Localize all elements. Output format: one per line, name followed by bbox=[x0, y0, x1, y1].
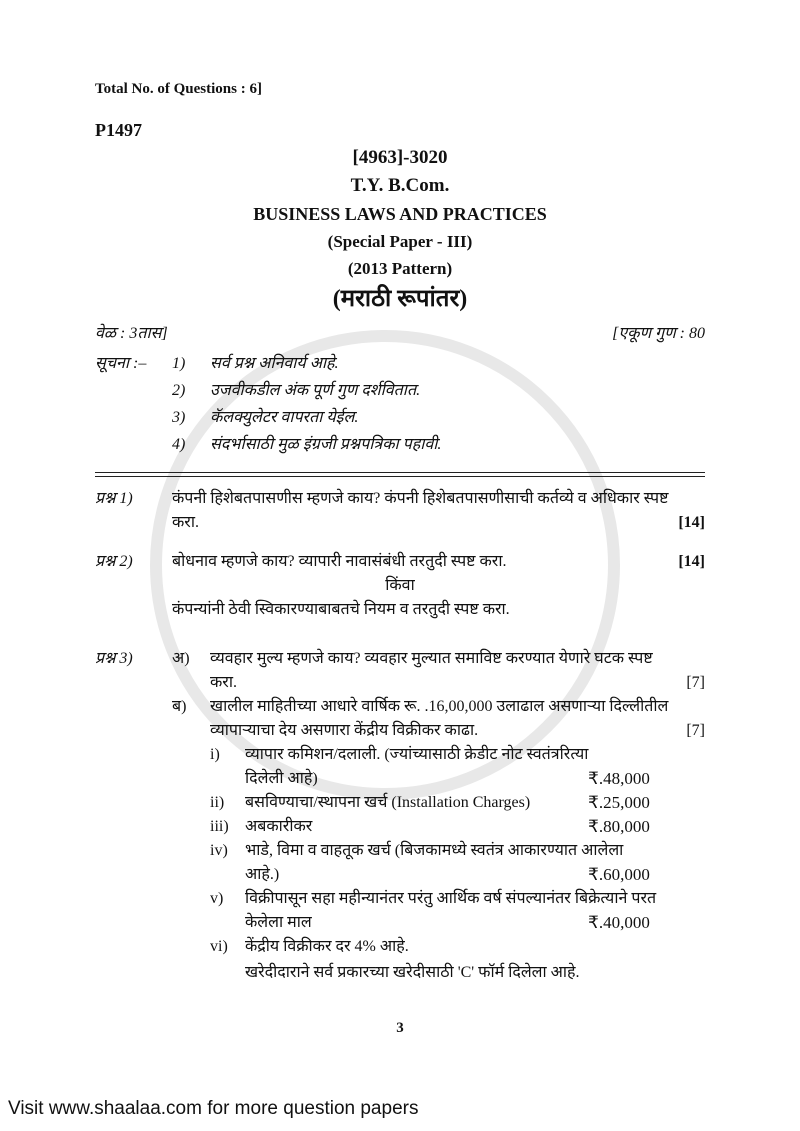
item-body bbox=[245, 839, 705, 887]
meta-row bbox=[95, 322, 705, 346]
course: T.Y. B.Com. bbox=[350, 175, 450, 196]
q3b-text: खालील माहितीच्या आधारे वार्षिक रू. .16,00,000 उलाढाल असणाऱ्या दिल्लीतील bbox=[210, 698, 669, 715]
item-text: दिलेली आहे) bbox=[245, 770, 318, 787]
q2-first-row bbox=[172, 550, 705, 574]
item-body bbox=[245, 791, 705, 815]
item-num: v) bbox=[210, 890, 224, 907]
q1-body bbox=[172, 487, 705, 535]
item-body bbox=[245, 887, 705, 935]
q3a-last-row bbox=[210, 671, 705, 695]
item bbox=[210, 791, 705, 815]
item-text: भाडे, विमा व वाहतूक खर्च (बिजकामध्ये स्वतंत्र आकारण्यात आलेला bbox=[245, 842, 624, 859]
instruction-text: सर्व प्रश्न अनिवार्य आहे. bbox=[210, 355, 339, 372]
q3b-body bbox=[210, 695, 705, 985]
item-text: विक्रीपासून सहा महीन्यानंतर परंतु आर्थिक वर्ष संपल्यानंतर बिक्रेत्याने परत bbox=[245, 890, 657, 907]
q3-body bbox=[172, 647, 705, 985]
q2-marks: [14] bbox=[678, 553, 705, 570]
instruction bbox=[95, 431, 705, 458]
q3a bbox=[172, 647, 705, 695]
question-3 bbox=[95, 647, 705, 985]
q3b-last-row bbox=[210, 719, 705, 743]
item-text: बसविण्याचा/स्थापना खर्च (Installation Charges) bbox=[245, 794, 531, 811]
item-last-row bbox=[245, 911, 705, 935]
instruction-text: उजवीकडील अंक पूर्ण गुण दर्शवितात. bbox=[210, 382, 421, 399]
instruction bbox=[95, 404, 705, 431]
q2-text: बोधनाव म्हणजे काय? व्यापारी नावासंबंधी तरतुदी स्पष्ट करा. bbox=[172, 553, 507, 570]
q1-text: कंपनी हिशेबतपासणीस म्हणजे काय? कंपनी हिशेबतपासणीसाची कर्तव्ये व अधिकार स्पष्ट bbox=[172, 490, 669, 507]
subject: BUSINESS LAWS AND PRACTICES bbox=[253, 204, 547, 224]
total-marks: [एकूण गुण : 80 bbox=[612, 325, 705, 342]
item-last-row bbox=[245, 767, 705, 791]
special-paper: (Special Paper - III) bbox=[327, 232, 473, 251]
instruction bbox=[95, 377, 705, 404]
instruction-text: कॅलक्युलेटर वापरता येईल. bbox=[210, 409, 359, 426]
item-num: ii) bbox=[210, 794, 225, 811]
item-body bbox=[245, 815, 705, 839]
item-body bbox=[245, 743, 705, 791]
q3a-marks: [7] bbox=[686, 674, 705, 691]
q3b-marks: [7] bbox=[686, 722, 705, 739]
exam-code: [4963]-3020 bbox=[352, 147, 448, 168]
item-num: vi) bbox=[210, 938, 228, 955]
time: वेळ : 3तास] bbox=[95, 325, 168, 342]
item-amount: ₹.80,000 bbox=[588, 817, 650, 836]
q1-label: प्रश्न 1) bbox=[95, 490, 133, 507]
paper-code: P1497 bbox=[95, 120, 142, 140]
q1-marks: [14] bbox=[678, 514, 705, 531]
instruction-text: संदर्भासाठी मुळ इंग्रजी प्रश्नपत्रिका पहावी. bbox=[210, 436, 442, 453]
q3b-note: खरेदीदाराने सर्व प्रकारच्या खरेदीसाठी 'C' फॉर्म दिलेला आहे. bbox=[245, 964, 580, 981]
item-text: अबकारीकर bbox=[245, 818, 313, 835]
instruction-num: 1) bbox=[172, 355, 186, 372]
q2-body bbox=[172, 550, 705, 622]
instruction-num: 2) bbox=[172, 382, 186, 399]
footer-link[interactable]: Visit www.shaalaa.com for more question papers bbox=[8, 1098, 419, 1119]
pattern: (2013 Pattern) bbox=[347, 259, 453, 278]
q1-last-row bbox=[172, 511, 705, 535]
divider bbox=[95, 472, 705, 477]
item bbox=[210, 743, 705, 791]
item-last-row bbox=[245, 863, 705, 887]
item-text: आहे.) bbox=[245, 866, 280, 883]
item-num: iii) bbox=[210, 818, 229, 835]
item-amount: ₹.25,000 bbox=[588, 793, 650, 812]
total-questions: Total No. of Questions : 6] bbox=[95, 81, 262, 97]
question-1 bbox=[95, 487, 705, 535]
q3a-text: करा. bbox=[210, 674, 237, 691]
question-2 bbox=[95, 550, 705, 622]
item-amount: ₹.40,000 bbox=[588, 913, 650, 932]
q3a-num: अ) bbox=[172, 650, 190, 667]
q2-or: किंवा bbox=[385, 577, 415, 594]
item bbox=[210, 815, 705, 839]
q3-label: प्रश्न 3) bbox=[95, 650, 133, 667]
item bbox=[210, 935, 705, 959]
q1-text: करा. bbox=[172, 514, 199, 531]
item-amount: ₹.48,000 bbox=[588, 769, 650, 788]
q3a-text: व्यवहार मुल्य म्हणजे काय? व्यवहार मुल्यात समाविष्ट करण्यात येणारे घटक स्पष्ट bbox=[210, 650, 653, 667]
instruction-num: 3) bbox=[172, 409, 186, 426]
q3b-num: ब) bbox=[172, 698, 187, 715]
instruction-num: 4) bbox=[172, 436, 186, 453]
item bbox=[210, 839, 705, 887]
q2-alt-text: कंपन्यांनी ठेवी स्विकारण्याबाबतचे नियम व तरतुदी स्पष्ट करा. bbox=[172, 601, 510, 618]
item-num: i) bbox=[210, 746, 220, 763]
page-number: 3 bbox=[396, 1020, 404, 1036]
item-text: व्यापार कमिशन/दलाली. (ज्यांच्यासाठी क्रेडीट नोट स्वतंत्ररित्या bbox=[245, 746, 589, 763]
item-amount: ₹.60,000 bbox=[588, 865, 650, 884]
q3b bbox=[172, 695, 705, 985]
version: (मराठी रूपांतर) bbox=[332, 286, 468, 312]
item-num: iv) bbox=[210, 842, 228, 859]
q2-label: प्रश्न 2) bbox=[95, 553, 133, 570]
item-text: केंद्रीय विक्रीकर दर 4% आहे. bbox=[245, 938, 409, 955]
item-last-row bbox=[245, 791, 705, 815]
instruction bbox=[95, 350, 705, 377]
item bbox=[210, 887, 705, 935]
instructions bbox=[95, 350, 705, 458]
q3a-body bbox=[210, 647, 705, 695]
instructions-label: सूचना :– bbox=[95, 355, 147, 372]
q3b-text: व्यापाऱ्याचा देय असणारा केंद्रीय विक्रीकर काढा. bbox=[210, 722, 479, 739]
item-text: केलेला माल bbox=[245, 914, 312, 931]
item-last-row bbox=[245, 815, 705, 839]
